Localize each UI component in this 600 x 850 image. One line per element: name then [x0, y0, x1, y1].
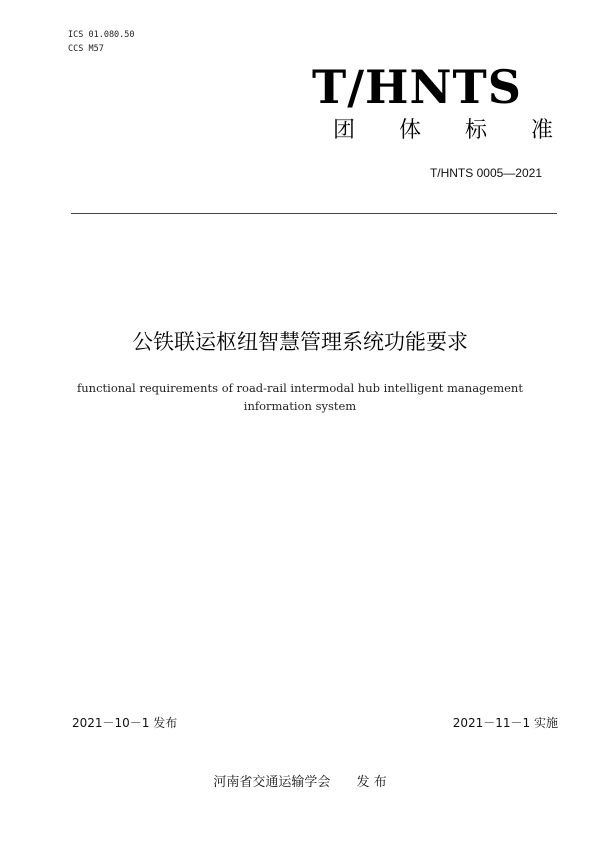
- document-title-chinese: 公铁联运枢纽智慧管理系统功能要求: [132, 330, 468, 354]
- standard-type-char: 团: [333, 118, 356, 143]
- publish-action: 发 布: [356, 775, 387, 790]
- brand-logo: T/HNTS: [312, 60, 522, 114]
- release-date: 2021－10－1 发布: [72, 716, 178, 730]
- publisher-name: 河南省交通运输学会: [213, 775, 331, 790]
- standard-type: [333, 116, 553, 146]
- standard-type-char: 体: [398, 118, 421, 143]
- document-title-english: [60, 379, 540, 415]
- publisher: [0, 774, 600, 792]
- standard-type-char: 准: [530, 118, 553, 143]
- title-english-line: information system: [243, 399, 357, 413]
- implementation-date: 2021－11－1 实施: [452, 716, 558, 730]
- title-english-line: functional requirements of road-rail intermodal hub intelligent management: [77, 381, 523, 395]
- classification-codes: [68, 28, 135, 56]
- ics-code: ICS 01.080.50: [68, 30, 135, 40]
- ccs-code: CCS M57: [68, 44, 104, 54]
- header-divider: [71, 213, 557, 214]
- standard-type-char: 标: [464, 118, 487, 143]
- standard-number: T/HNTS 0005—2021: [429, 166, 542, 180]
